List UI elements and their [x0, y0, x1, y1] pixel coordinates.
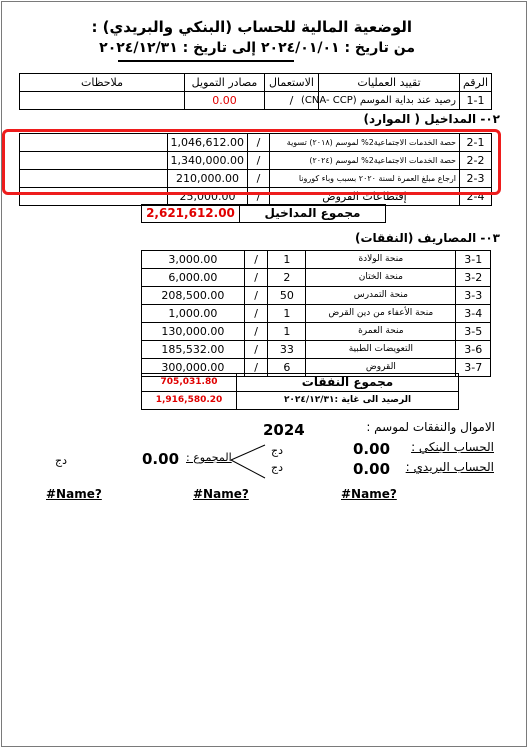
income-total-value: 2,621,612.00 — [142, 205, 240, 223]
row-count: 1 — [268, 305, 306, 323]
income-total-table — [141, 204, 386, 223]
row-num: 3-3 — [456, 287, 491, 305]
balance-value: 1,916,580.20 — [142, 392, 237, 410]
opening-amount: 0.00 — [185, 92, 265, 110]
balance-label: الرصيد الى غاية :٢٠٢٤/١٢/٣١ — [237, 392, 459, 410]
row-usage: / — [248, 152, 270, 170]
row-num: 2-4 — [460, 188, 492, 206]
income-total-row — [142, 205, 386, 223]
bank-value: 0.00 — [353, 440, 391, 458]
row-label: القروض — [306, 359, 456, 377]
row-usage: / — [244, 359, 268, 377]
total-currency: دج — [55, 454, 67, 467]
row-usage: / — [244, 251, 268, 269]
balance-row — [142, 392, 459, 410]
col-funding: مصادر التمويل — [185, 74, 265, 92]
row-label: منحة الختان — [306, 269, 456, 287]
signature-placeholder-right: #Name? — [341, 487, 397, 501]
col-operations: تقييد العمليات — [319, 74, 460, 92]
bank-currency: دج — [271, 444, 283, 457]
row-num: 3-6 — [456, 341, 491, 359]
row-usage: / — [248, 134, 270, 152]
total-value: 0.00 — [142, 450, 180, 468]
col-usage: الاستعمال — [265, 74, 319, 92]
table-row — [142, 323, 491, 341]
total-label: المجموع : — [186, 451, 232, 464]
row-num: 3-4 — [456, 305, 491, 323]
row-label: إقتطاعات القروض — [270, 188, 460, 206]
row-label: التعويضات الطبية — [306, 341, 456, 359]
row-label: منحة الأعفاء من دين القرض — [306, 305, 456, 323]
row-count: 2 — [268, 269, 306, 287]
row-num: 3-5 — [456, 323, 491, 341]
row-amount: 1,000.00 — [142, 305, 245, 323]
row-count: 33 — [268, 341, 306, 359]
row-usage: / — [244, 287, 268, 305]
row-num: 3-2 — [456, 269, 491, 287]
row-num: 3-7 — [456, 359, 491, 377]
row-usage: / — [248, 188, 270, 206]
signature-placeholder-center: #Name? — [193, 487, 249, 501]
period-range: من تاريخ : ٢٠٢٤/٠١/٠١ إلى تاريخ : ٢٠٢٤/١٢/٣١ — [99, 40, 415, 56]
row-count: 50 — [268, 287, 306, 305]
expenses-table — [141, 250, 491, 377]
row-usage: / — [244, 269, 268, 287]
postal-label: الحساب البريدي : — [405, 460, 494, 474]
table-row — [142, 269, 491, 287]
postal-value: 0.00 — [353, 460, 391, 478]
row-usage: / — [265, 92, 319, 110]
row-usage: / — [244, 305, 268, 323]
opening-balance-row — [20, 92, 492, 110]
funds-label: الاموال والنفقات لموسم : — [366, 420, 495, 434]
row-amount: 3,000.00 — [142, 251, 245, 269]
row-label: رصيد عند بداية الموسم (CNA- CCP) — [319, 92, 460, 110]
expenses-total-table — [141, 373, 459, 410]
expenses-total-value: 705,031.80 — [142, 374, 237, 392]
income-total-label: مجموع المداخيل — [240, 205, 386, 223]
row-usage: / — [248, 170, 270, 188]
row-count: 6 — [268, 359, 306, 377]
period-underline — [118, 60, 294, 62]
row-count: 1 — [268, 323, 306, 341]
row-label: منحة العمرة — [306, 323, 456, 341]
row-label: ارجاع مبلغ العمرة لسنة ٢٠٢٠ بسبب وباء كورونا — [270, 170, 460, 188]
table-row — [142, 341, 491, 359]
row-amount: 300,000.00 — [142, 359, 245, 377]
table-row — [142, 305, 491, 323]
row-label: منحة التمدرس — [306, 287, 456, 305]
row-amount: 1,046,612.00 — [168, 134, 248, 152]
table-row — [142, 251, 491, 269]
expenses-total-label: مجموع النفقات — [237, 374, 459, 392]
col-num: الرقم — [460, 74, 492, 92]
income-section-title: ٠٢- المداخيل ( الموارد) — [363, 112, 500, 126]
row-amount: 208,500.00 — [142, 287, 245, 305]
header-table — [19, 73, 492, 110]
row-num: 2-2 — [460, 152, 492, 170]
row-label: حصة الخدمات الاجتماعية2% لموسم (٢٠٢٤) — [270, 152, 460, 170]
row-amount: 6,000.00 — [142, 269, 245, 287]
row-amount: 25,000.00 — [168, 188, 248, 206]
bank-label: الحساب البنكي : — [411, 440, 494, 454]
postal-currency: دج — [271, 461, 283, 474]
row-amount: 210,000.00 — [168, 170, 248, 188]
row-usage: / — [244, 341, 268, 359]
row-count: 1 — [268, 251, 306, 269]
table-header-row — [20, 74, 492, 92]
table-row — [142, 287, 491, 305]
row-num: 2-3 — [460, 170, 492, 188]
row-label: حصة الخدمات الاجتماعية2% لموسم (٢٠١٨) تسوية — [270, 134, 460, 152]
row-num: 2-1 — [460, 134, 492, 152]
page-title: الوضعية المالية للحساب (البنكي والبريدي) : — [91, 18, 412, 36]
row-label: منحة الولادة — [306, 251, 456, 269]
row-amount: 130,000.00 — [142, 323, 245, 341]
row-usage: / — [244, 323, 268, 341]
expenses-total-row — [142, 374, 459, 392]
row-amount: 185,532.00 — [142, 341, 245, 359]
expenses-section-title: ٠٣- المصاريف (النفقات) — [354, 231, 500, 245]
brace-lines — [228, 440, 268, 484]
season-year: 2024 — [263, 421, 305, 439]
col-notes: ملاحظات — [20, 74, 185, 92]
row-num: 3-1 — [456, 251, 491, 269]
highlight-box — [2, 129, 501, 195]
row-num: 1-1 — [460, 92, 492, 110]
signature-placeholder-left: #Name? — [46, 487, 102, 501]
row-amount: 1,340,000.00 — [168, 152, 248, 170]
row-notes — [20, 92, 185, 110]
